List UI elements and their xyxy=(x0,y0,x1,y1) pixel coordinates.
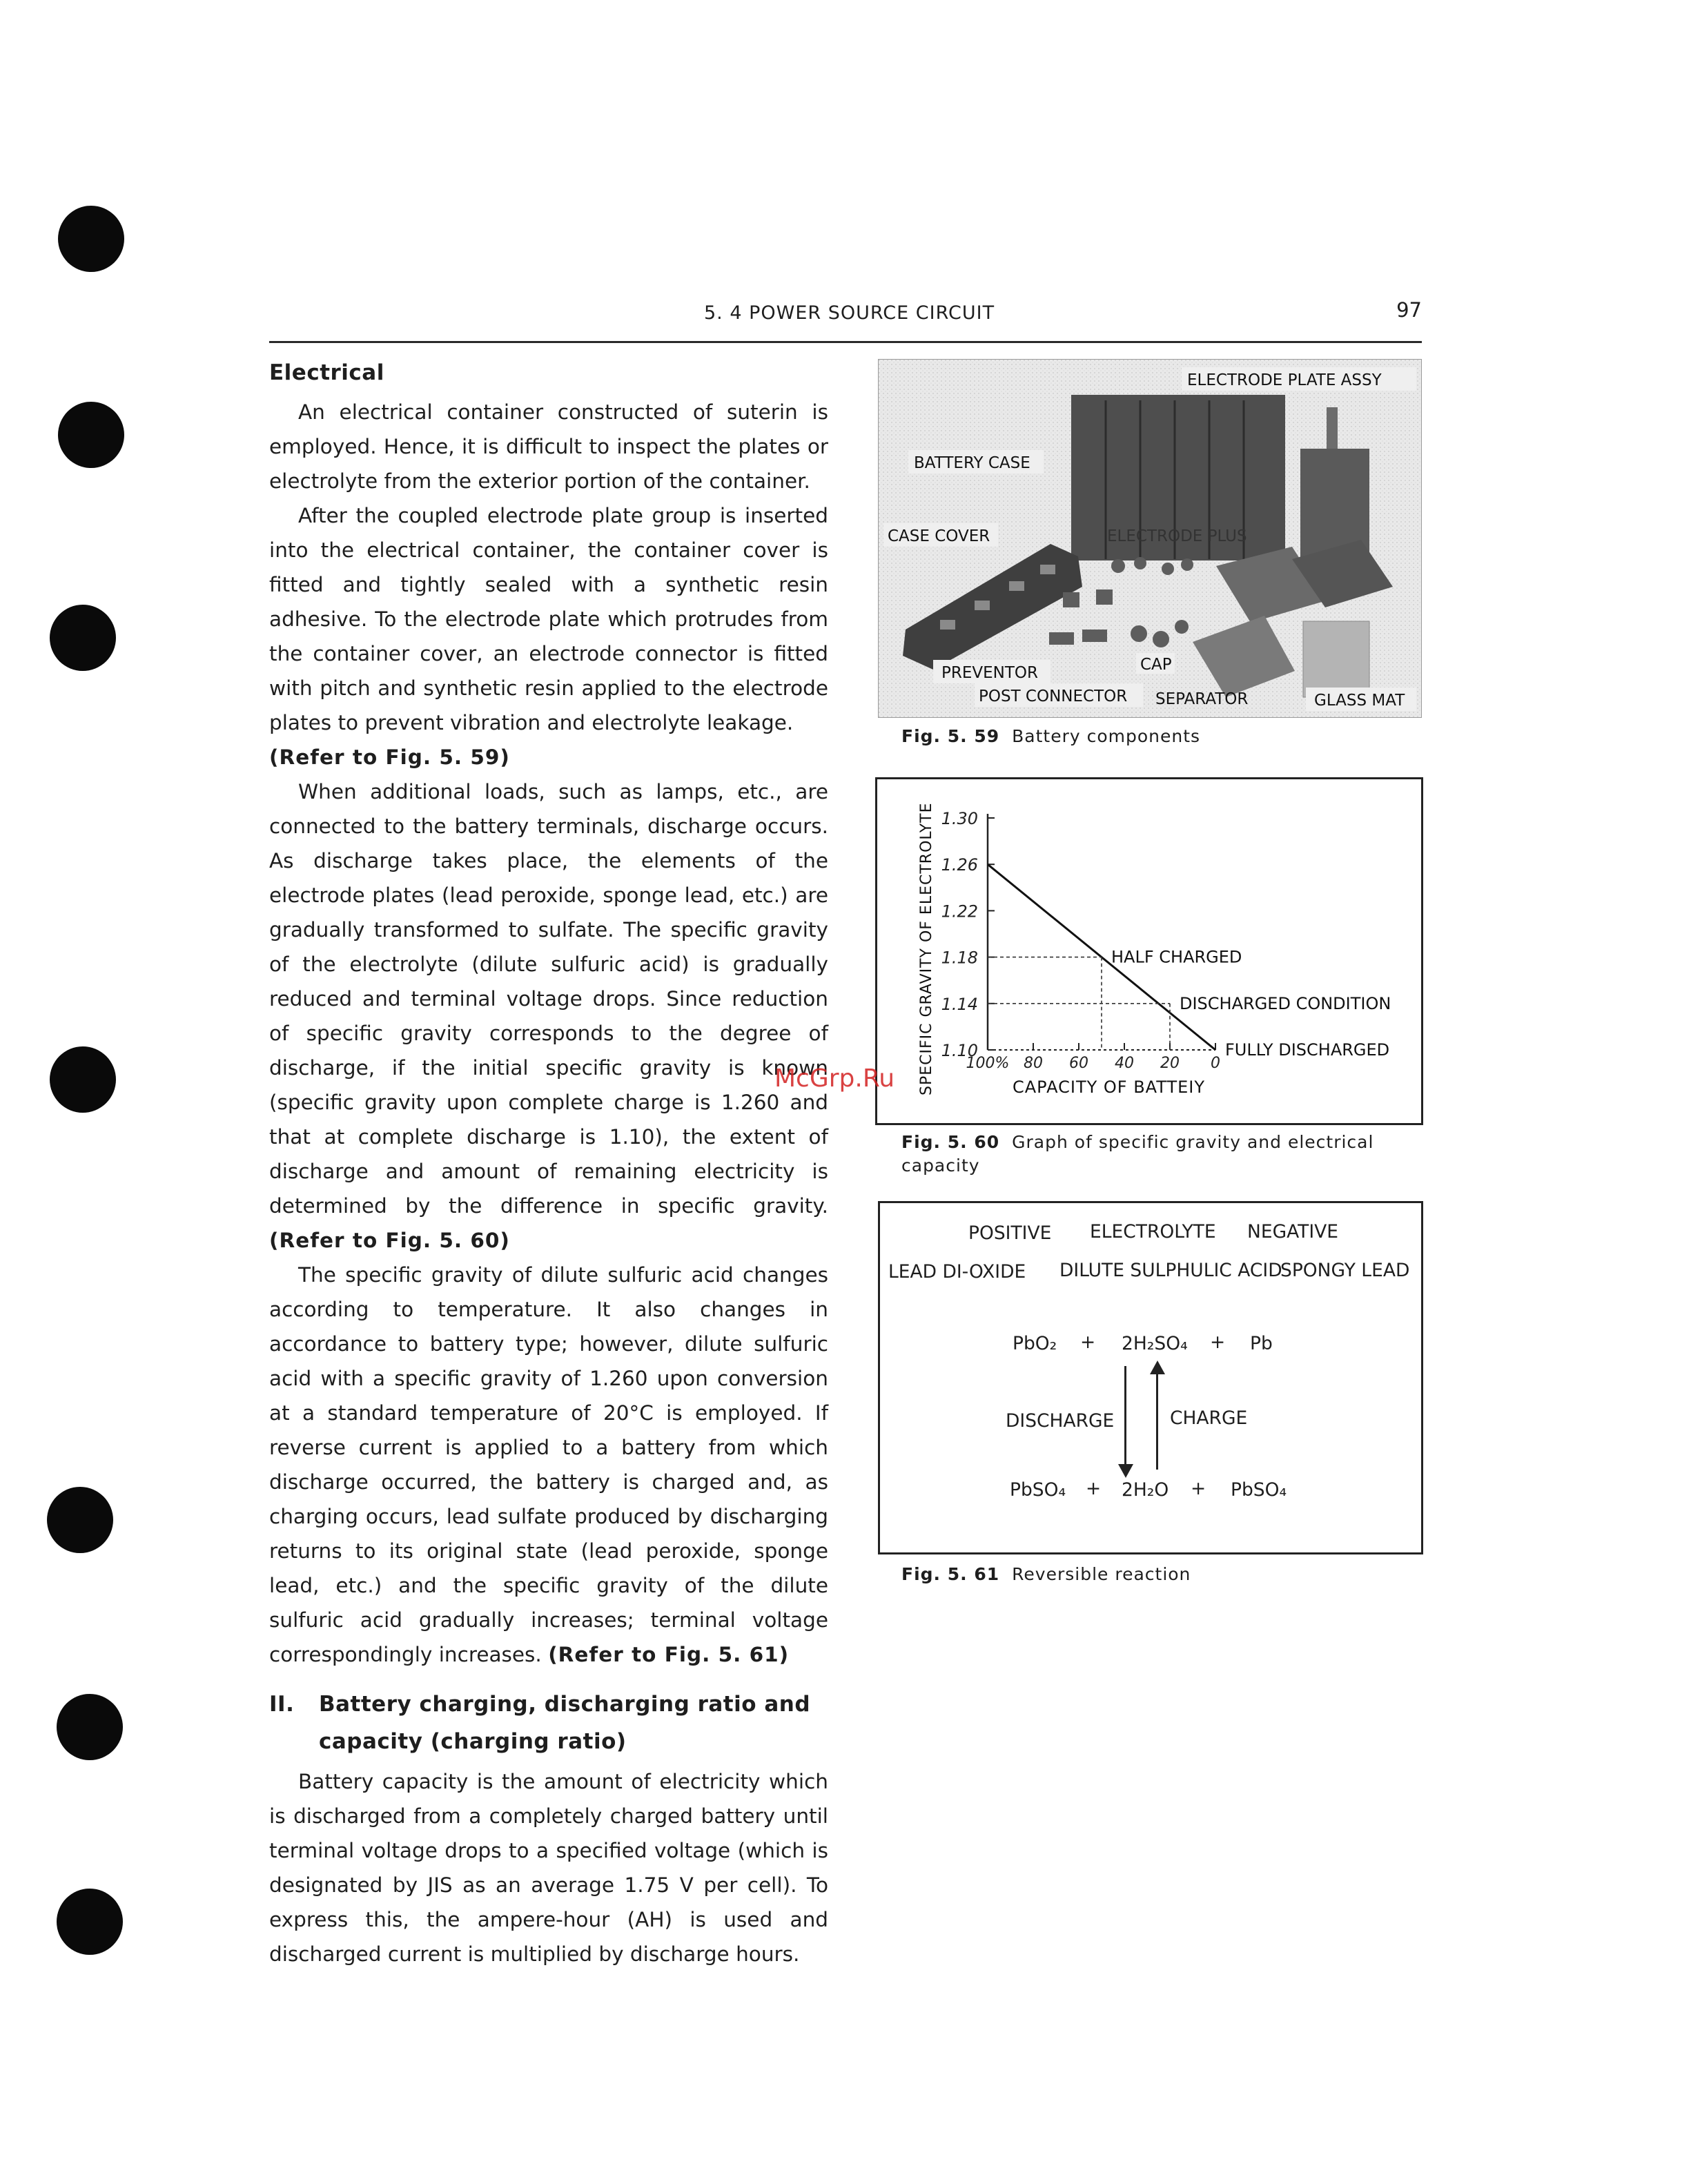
y-tick-label: 1.18 xyxy=(941,948,978,968)
annotation-label: DISCHARGED CONDITION xyxy=(1180,993,1391,1013)
x-tick-label: 40 xyxy=(1115,1055,1134,1072)
paragraph xyxy=(269,498,828,774)
glass-mat-shape xyxy=(1303,621,1369,697)
discharge-arrow xyxy=(1124,1366,1126,1467)
product-h2o: 2H₂O xyxy=(1122,1479,1169,1501)
heading-electrical: Electrical xyxy=(269,360,384,385)
binder-hole xyxy=(50,1046,116,1113)
x-tick-label: 20 xyxy=(1160,1055,1180,1072)
figure-caption xyxy=(901,1131,1385,1178)
binder-hole xyxy=(58,402,124,468)
figure-label: Fig. 5. 61 xyxy=(901,1564,1000,1584)
x-tick-label: 60 xyxy=(1069,1055,1088,1072)
y-tick-label: 1.14 xyxy=(941,994,978,1014)
text-column xyxy=(269,360,828,1971)
section-heading-text: Battery charging, discharging ratio and capacity (charging ratio) xyxy=(319,1692,811,1754)
header-electrolyte: ELECTROLYTE xyxy=(1090,1221,1216,1242)
reactant-h2so4: 2H₂SO₄ xyxy=(1122,1333,1188,1354)
paragraph-text: The specific gravity of dilute sulfuric acid changes according to temperature. It also changes in accordance to battery type; however, dilute sulfuric acid with a specific gravity of 1.260 upon conversion at a standard temperature of 20°C is employed. If reverse current is applied to a battery from which discharge occurred, the battery is charged and, as charging occurs, lead sulfate produced by discharging returns to its original state (lead peroxide, sponge lead, etc.) and the specific gravity of the dilute sulfuric acid gradually increases; terminal voltage correspondingly increases. xyxy=(269,1263,828,1666)
charge-arrow xyxy=(1156,1373,1158,1470)
discharge-arrowhead-icon xyxy=(1118,1464,1133,1478)
plus-sign: + xyxy=(1191,1478,1206,1499)
product-pbso4: PbSO₄ xyxy=(1010,1479,1066,1501)
label-preventor: PREVENTOR xyxy=(941,664,1038,682)
paragraph-text: An electrical container constructed of suterin is employed. Hence, it is difficult to inspect the plates or electrolyte from the exterior portion of the container. xyxy=(269,400,828,493)
binder-hole xyxy=(57,1694,123,1760)
figure-caption xyxy=(901,1564,1191,1584)
binder-hole xyxy=(47,1487,113,1553)
label-electrode-plus: ELECTRODE PLUS xyxy=(1107,527,1247,545)
charge-label: CHARGE xyxy=(1170,1407,1248,1429)
paragraph: Battery capacity is the amount of electricity which is discharged from a completely charged battery until terminal voltage drops to a specified voltage (which is designated by JIS as an average 1.75 V per cell). To express this, the ampere-hour (AH) is used and discharged current is multiplied by discharge hours. xyxy=(269,1770,828,1966)
product-pbso4: PbSO₄ xyxy=(1231,1479,1287,1501)
y-tick-label: 1.22 xyxy=(941,901,978,922)
y-tick-label: 1.30 xyxy=(941,809,978,828)
page-number: 97 xyxy=(1396,298,1422,322)
discharge-label: DISCHARGE xyxy=(1006,1410,1115,1432)
charge-arrowhead-icon xyxy=(1150,1361,1165,1374)
x-axis-label: CAPACITY OF BATTEIY xyxy=(1013,1078,1206,1097)
paragraph xyxy=(269,1258,828,1672)
paragraph-text: After the coupled electrode plate group is inserted into the electrical container, the container cover is fitted and tightly sealed with a synthetic resin adhesive. To the electrode plate which protrudes from the container cover, an electrode connector is fitted with pitch and synthetic resin applied to the electrode plates to prevent vibration and electrolyte leakage. xyxy=(269,504,828,734)
figure-caption xyxy=(901,726,1200,746)
x-tick-label: 0 xyxy=(1211,1055,1220,1072)
annotation-label: FULLY DISCHARGED xyxy=(1225,1040,1390,1060)
reversible-reaction-box xyxy=(878,1201,1423,1554)
figure-label: Fig. 5. 59 xyxy=(901,726,1000,746)
x-tick-label: 80 xyxy=(1024,1055,1043,1072)
y-tick-label: 1.26 xyxy=(941,855,978,875)
figure-caption-text: Reversible reaction xyxy=(1012,1564,1191,1584)
reactant-pb: Pb xyxy=(1250,1333,1273,1354)
battery-components-photo xyxy=(878,359,1422,718)
label-electrode-plate-assy: ELECTRODE PLATE ASSY xyxy=(1187,371,1382,389)
figure-reference: (Refer to Fig. 5. 59) xyxy=(269,745,510,769)
section-heading xyxy=(269,1686,828,1760)
paragraph xyxy=(269,395,828,498)
label-separator: SEPARATOR xyxy=(1155,690,1249,708)
header-positive: POSITIVE xyxy=(968,1222,1052,1244)
material-electrolyte: DILUTE SULPHULIC ACID xyxy=(1059,1260,1282,1281)
plus-sign: + xyxy=(1086,1478,1102,1499)
figure-caption-text: Graph of specific gravity and electrical capacity xyxy=(901,1132,1374,1176)
label-glass-mat: GLASS MAT xyxy=(1314,692,1405,710)
paragraph xyxy=(269,774,828,1258)
battery-components-illustration xyxy=(878,359,1422,718)
y-axis-label: SPECIFIC GRAVITY OF ELECTROLYTE xyxy=(918,802,935,1095)
header-negative: NEGATIVE xyxy=(1247,1221,1339,1242)
section-number: II. xyxy=(269,1692,295,1717)
label-battery-case: BATTERY CASE xyxy=(914,454,1030,472)
annotation-label: HALF CHARGED xyxy=(1111,947,1242,967)
label-case-cover: CASE COVER xyxy=(888,527,990,545)
label-post-connector: POST CONNECTOR xyxy=(979,688,1128,705)
page-header xyxy=(269,298,1422,343)
section-title: 5. 4 POWER SOURCE CIRCUIT xyxy=(704,302,995,324)
chart-svg xyxy=(877,779,1421,1123)
plus-sign: + xyxy=(1210,1332,1226,1353)
plus-sign: + xyxy=(1080,1332,1096,1353)
figure-reference: (Refer to Fig. 5. 60) xyxy=(269,1229,510,1252)
figure-reference: (Refer to Fig. 5. 61) xyxy=(548,1643,790,1666)
figure-caption-text: Battery components xyxy=(1012,726,1201,746)
specific-gravity-chart xyxy=(875,777,1423,1125)
material-negative: SPONGY LEAD xyxy=(1280,1260,1410,1281)
y-tick-label: 1.10 xyxy=(941,1041,978,1060)
x-tick-label: 100% xyxy=(966,1055,1010,1072)
figure-label: Fig. 5. 60 xyxy=(901,1132,1000,1152)
paragraph-text: When additional loads, such as lamps, etc., are connected to the battery terminals, discharge occurs. As discharge takes place, the elements of the electrode plates (lead peroxide, sponge lead, etc.) are gradually transformed to sulfate. The specific gravity of the electrolyte (dilute sulfuric acid) is gradually reduced and terminal voltage drops. Since reduction of specific gravity corresponds to the degree of discharge, if the initial specific gravity is known (specific gravity upon complete charge is 1.260 and that at complete discharge is 1.10), the extent of discharge and amount of remaining electricity is determined by the difference in specific gravity. xyxy=(269,780,828,1218)
watermark: McGrp.Ru xyxy=(774,1064,895,1093)
binder-hole xyxy=(58,206,124,272)
binder-hole xyxy=(50,605,116,671)
material-positive: LEAD DI-OXIDE xyxy=(888,1261,1026,1283)
reactant-pbo2: PbO₂ xyxy=(1013,1333,1057,1354)
label-cap: CAP xyxy=(1140,656,1172,674)
binder-hole xyxy=(57,1889,123,1955)
